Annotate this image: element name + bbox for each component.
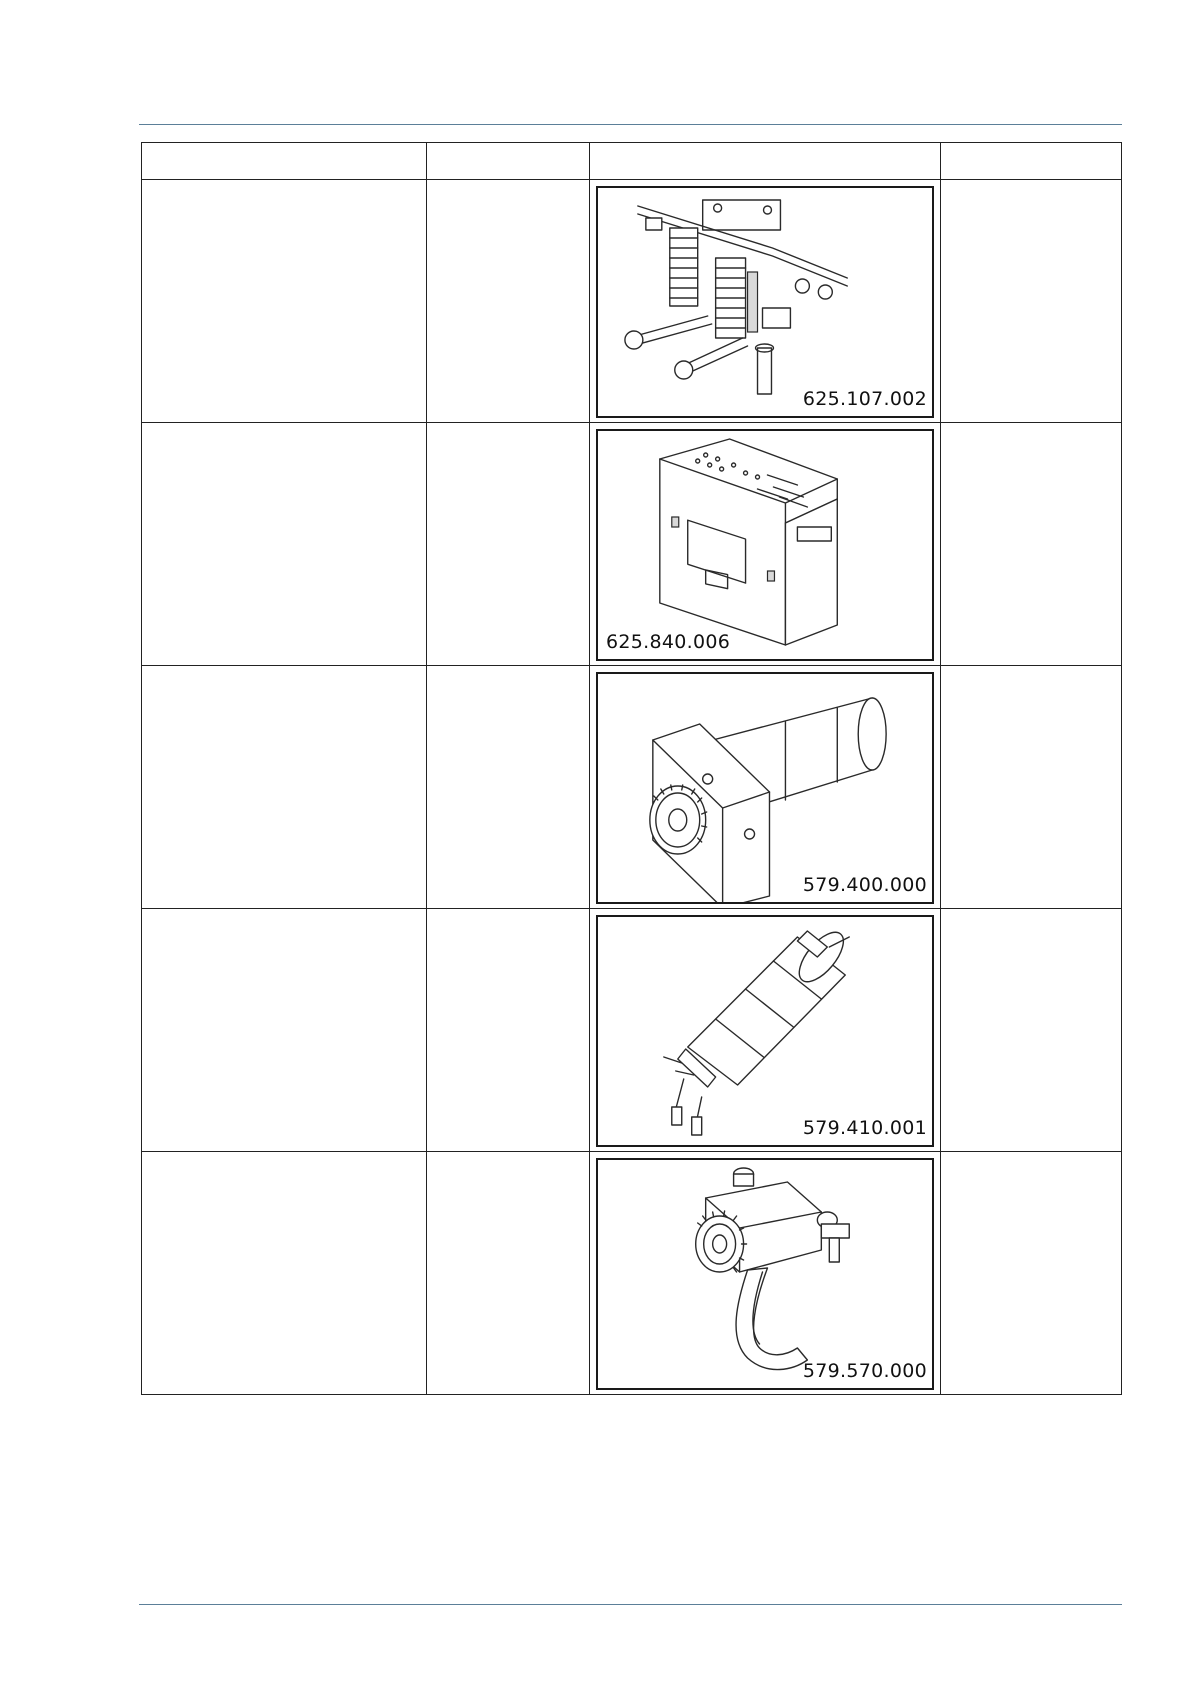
part-image-frame: [596, 186, 934, 418]
remarks-cell: [941, 666, 1122, 909]
part-number: 579.410.001: [802, 1117, 927, 1139]
image-cell: [590, 180, 941, 423]
image-cell: [590, 1152, 941, 1395]
header-cell-4: [941, 143, 1122, 180]
parts-table: [141, 142, 1122, 1395]
table-row: [142, 909, 1122, 1152]
image-cell: [590, 423, 941, 666]
description-cell: [142, 666, 427, 909]
quantity-cell: [427, 423, 590, 666]
part-image-frame: [596, 1158, 934, 1390]
image-cell: [590, 666, 941, 909]
remarks-cell: [941, 423, 1122, 666]
geared-motor-drawing: [598, 917, 932, 1145]
part-number: 625.840.006: [606, 631, 731, 653]
electrical-control-box-drawing: [598, 431, 932, 659]
quantity-cell: [427, 1152, 590, 1395]
description-cell: [142, 909, 427, 1152]
image-cell: [590, 909, 941, 1152]
remarks-cell: [941, 1152, 1122, 1395]
remarks-cell: [941, 180, 1122, 423]
quantity-cell: [427, 666, 590, 909]
part-image-frame: [596, 915, 934, 1147]
part-number: 579.570.000: [802, 1360, 927, 1382]
remarks-cell: [941, 909, 1122, 1152]
description-cell: [142, 1152, 427, 1395]
header-cell-3: [590, 143, 941, 180]
part-number: 579.400.000: [802, 874, 927, 896]
part-image-frame: [596, 672, 934, 904]
table-header-row: [142, 143, 1122, 180]
header-rule: [139, 124, 1122, 125]
motor-with-pulley-drawing: [598, 674, 932, 902]
pneumatic-valve-manifold-drawing: [598, 188, 932, 416]
handle-clamp-drawing: [598, 1160, 932, 1388]
description-cell: [142, 423, 427, 666]
table-row: [142, 423, 1122, 666]
quantity-cell: [427, 180, 590, 423]
description-cell: [142, 180, 427, 423]
part-number: 625.107.002: [802, 388, 927, 410]
table-row: [142, 1152, 1122, 1395]
table-row: [142, 180, 1122, 423]
quantity-cell: [427, 909, 590, 1152]
part-image-frame: [596, 429, 934, 661]
footer-rule: [139, 1604, 1122, 1605]
header-cell-1: [142, 143, 427, 180]
header-cell-2: [427, 143, 590, 180]
table-row: [142, 666, 1122, 909]
